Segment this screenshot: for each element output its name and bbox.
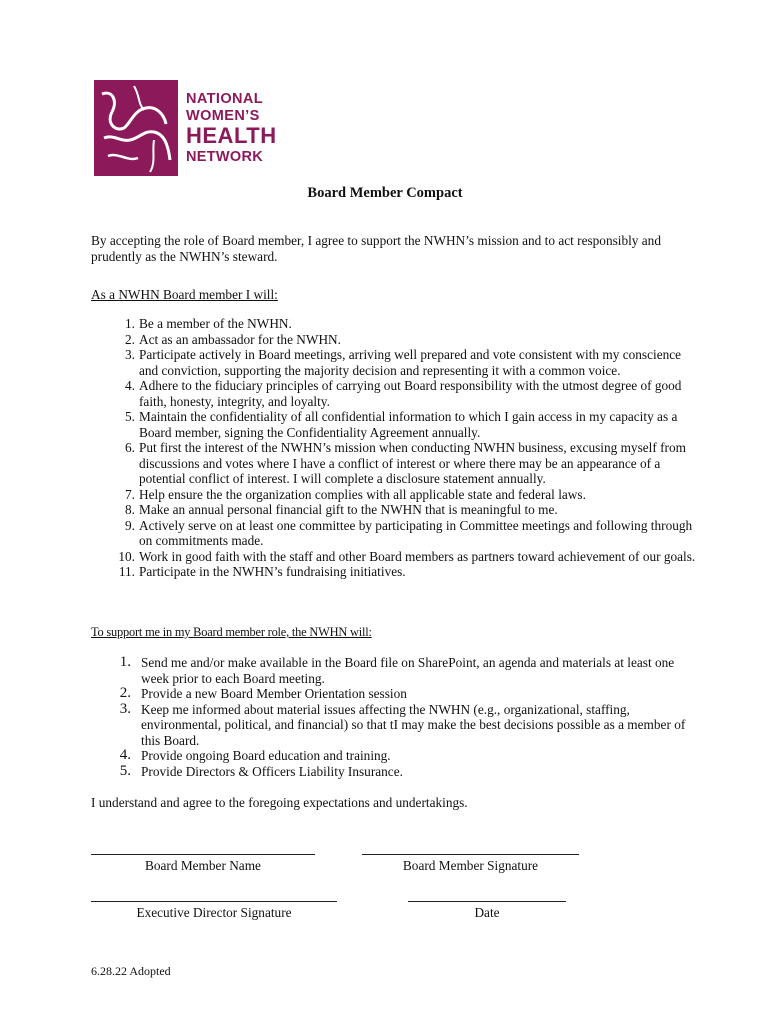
list-item-number: 5. [119, 762, 131, 779]
list-item-text: Work in good faith with the staff and other Board members as partners toward achievement of our goals. [139, 548, 696, 564]
agreement-statement: I understand and agree to the foregoing expectations and undertakings. [91, 795, 468, 810]
list-item-number: 3. [119, 700, 131, 717]
board-member-signature-label: Board Member Signature [402, 858, 539, 873]
list-item-number: 7. [125, 486, 135, 502]
list-item-number: 2. [125, 331, 135, 347]
logo-word-3: HEALTH [186, 123, 277, 148]
list-item-number: 1. [125, 316, 135, 331]
list-item-number: 4. [125, 378, 135, 393]
logo-word-1: NATIONAL [186, 91, 264, 107]
list-item [91, 686, 703, 702]
section-board-member-heading: As a NWHN Board member I will: [91, 287, 278, 302]
list-item [91, 487, 703, 503]
list-item-text: Put first the interest of the NWHN’s mission when conducting NWHN business, excusing myself from discussions and votes where I have a conflict of interest or where there may be an appearance of a potential conflict of interest. I will complete a disclosure statement annually. [139, 440, 686, 486]
logo-word-4: NETWORK [186, 149, 264, 165]
list-item [91, 549, 703, 565]
list-item-number: 9. [125, 517, 135, 533]
list-item-number: 4. [119, 747, 131, 763]
list-item [91, 440, 703, 487]
board-member-signature-field[interactable] [362, 854, 579, 874]
logo-wordmark [186, 92, 277, 165]
adoption-date-footer: 6.28.22 Adopted [91, 964, 171, 978]
list-item-number: 10. [118, 548, 135, 564]
list-item-number: 3. [125, 347, 135, 362]
list-item-text: Participate in the NWHN’s fundraising initiatives. [139, 564, 406, 579]
nwhn-logo [94, 80, 284, 176]
list-item-number: 11. [118, 564, 135, 579]
list-item [91, 332, 703, 348]
list-item-text: Provide Directors & Officers Liability Insurance. [141, 763, 403, 779]
intro-paragraph: By accepting the role of Board member, I agree to support the NWHN’s mission and to act responsibly and prudently as the NWHN’s steward. [91, 233, 661, 264]
list-item [91, 702, 703, 749]
signature-line [91, 854, 315, 855]
list-item-number: 2. [119, 685, 131, 701]
list-item-text: Send me and/or make available in the Board file on SharePoint, an agenda and materials at least one week prior to each Board meeting. [141, 655, 675, 686]
list-item [91, 764, 703, 780]
nwhn-support-list [91, 655, 703, 779]
board-member-name-label: Board Member Name [145, 858, 261, 873]
list-item [91, 748, 703, 764]
date-label: Date [474, 905, 500, 920]
list-item [91, 378, 703, 409]
list-item [91, 502, 703, 518]
list-item-text: Act as an ambassador for the NWHN. [139, 331, 341, 347]
list-item-number: 6. [125, 440, 135, 455]
list-item-text: Make an annual personal financial gift to the NWHN that is meaningful to me. [139, 502, 558, 517]
list-item [91, 316, 703, 332]
list-item-number: 5. [125, 409, 135, 424]
nwhn-logo-mark-icon [94, 80, 178, 176]
signature-line [362, 854, 579, 855]
list-item [91, 347, 703, 378]
list-item-text: Actively serve on at least one committee by participating in Committee meetings and following through on commitments made. [139, 517, 693, 548]
list-item-text: Be a member of the NWHN. [139, 316, 292, 331]
section-nwhn-support-heading: To support me in my Board member role, the NWHN will: [91, 625, 372, 639]
executive-director-signature-label: Executive Director Signature [136, 905, 292, 920]
executive-director-signature-field[interactable] [91, 901, 337, 921]
list-item-number: 8. [125, 502, 135, 517]
document-title: Board Member Compact [307, 185, 463, 201]
list-item-text: Adhere to the fiduciary principles of carrying out Board responsibility with the utmost degree of good faith, honesty, integrity, and loyalty. [139, 378, 682, 409]
board-member-name-field[interactable] [91, 854, 315, 874]
list-item-text: Keep me informed about material issues affecting the NWHN (e.g., organizational, staffing, environmental, political, and financial) so that tI may make the best decisions possible as a member of this Board. [141, 701, 686, 748]
list-item-text: Maintain the confidentiality of all confidential information to which I gain access in my capacity as a Board member, signing the Confidentiality Agreement annually. [139, 409, 678, 440]
list-item [91, 518, 703, 549]
list-item-number: 1. [119, 654, 131, 670]
logo-word-2: WOMEN’S [186, 107, 260, 124]
list-item-text: Help ensure the the organization complies with all applicable state and federal laws. [139, 486, 586, 502]
list-item [91, 655, 703, 686]
signature-line [408, 901, 566, 902]
list-item-text: Participate actively in Board meetings, arriving well prepared and vote consistent with my conscience and conviction, supporting the majority decision and representing it with a common voice. [139, 347, 682, 378]
list-item [91, 564, 703, 580]
list-item-text: Provide a new Board Member Orientation session [141, 686, 407, 701]
signature-line [91, 901, 337, 902]
date-field[interactable] [408, 901, 566, 921]
list-item [91, 409, 703, 440]
board-member-commitments-list [91, 316, 703, 580]
list-item-text: Provide ongoing Board education and training. [141, 748, 391, 763]
